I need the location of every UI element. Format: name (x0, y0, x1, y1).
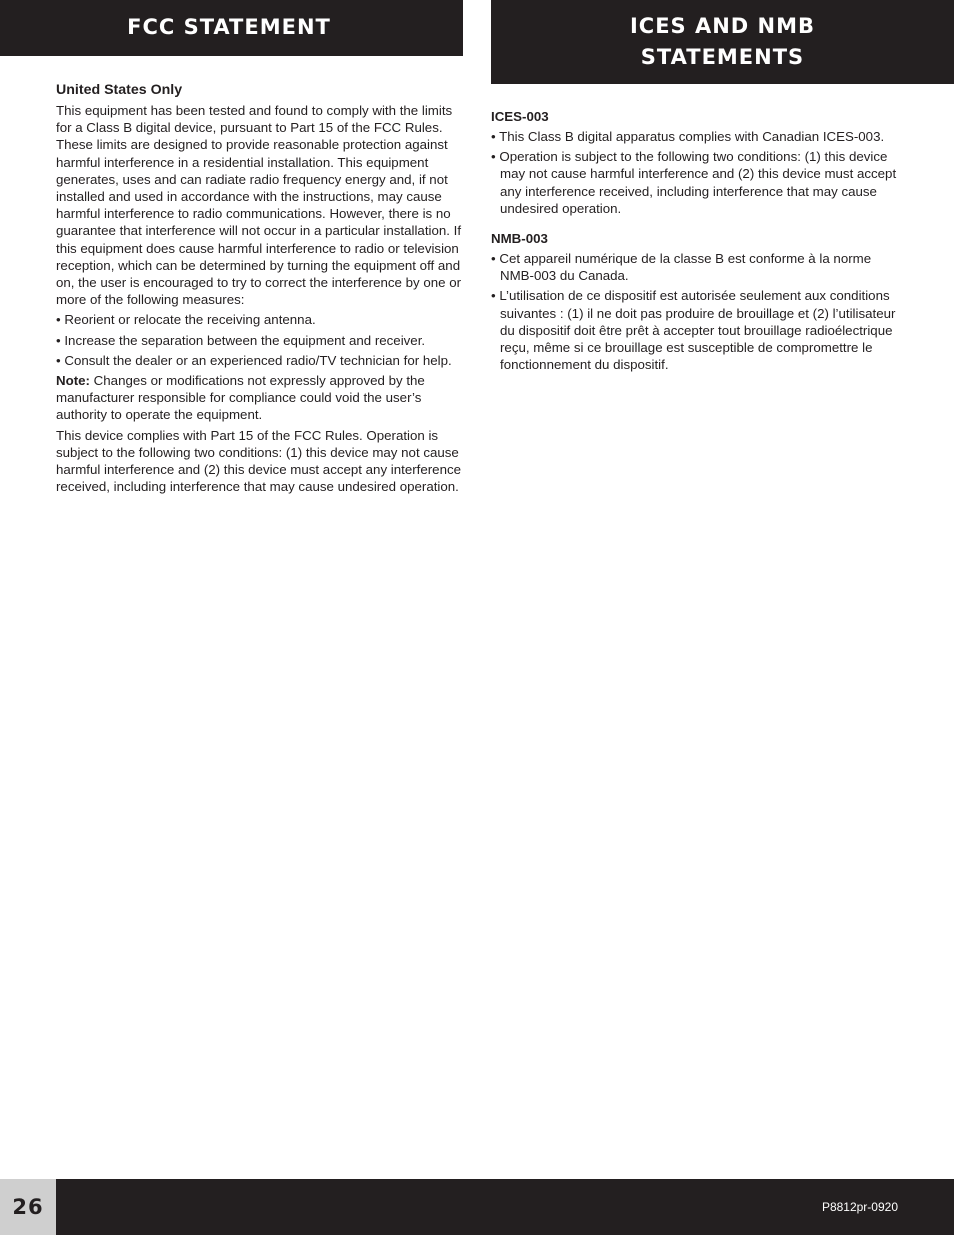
note-label: Note: (56, 373, 90, 389)
fcc-closing-paragraph: This device complies with Part 15 of the FCC Rules. Operation is subject to the following two conditions: (1) this device may not cause harmful interference and (2) this device must accept any interference received, including interference that may cause undesired operation. (56, 427, 462, 495)
ices-bullet: • Operation is subject to the following two conditions: (1) this device may not cause harmful interference and (2) this device must accept any interference received, including interference that may cause undesired operation. (491, 149, 897, 216)
fcc-bullet: • Increase the separation between the equipment and receiver. (56, 332, 426, 348)
page-number: 26 (12, 1195, 44, 1219)
ices-heading: ICES-003 (491, 109, 549, 124)
nmb-heading: NMB-003 (491, 231, 548, 247)
ices-bullet: • This Class B digital apparatus complies with Canadian ICES-003. (491, 129, 885, 144)
nmb-bullet: • Cet appareil numérique de la classe B est conforme à la norme NMB-003 du Canada. (491, 251, 872, 284)
fcc-header-bar (0, 0, 463, 56)
section-spacer (491, 220, 901, 230)
fcc-intro-paragraph: This equipment has been tested and found to comply with the limits for a Class B digital device, pursuant to Part 15 of the FCC Rules. These limits are designed to provide reasonable protection against harmful interference in a residential installation. This equipment generates, uses and can radiate radio frequency energy and, if not installed and used in accordance with the instructions, may cause harmful interference to radio communications. However, there is no guarantee that interference will not occur in a particular installation. If this equipment does cause harmful interference to radio or television reception, which can be determined by turning the equipment off and on, the user is encouraged to try to correct the interference by one or more of the following measures: (56, 103, 462, 308)
fcc-column (56, 81, 464, 498)
page-number-box (0, 1179, 56, 1235)
ices-nmb-column (491, 108, 901, 376)
ices-nmb-header-bar (491, 0, 954, 84)
note-text: Changes or modifications not expressly approved by the manufacturer responsible for compliance could void the user’s authority to operate the equipment. (56, 373, 425, 423)
fcc-bullet: • Consult the dealer or an experienced radio/TV technician for help. (56, 352, 452, 368)
us-only-heading: United States Only (56, 82, 183, 98)
footer-bar (56, 1179, 954, 1235)
nmb-bullet: • L’utilisation de ce dispositif est autorisée seulement aux conditions suivantes : (1) il ne doit pas produire de brouillage et (2) l’utilisateur du dispositif doit être prêt à accepter tout brouillage radioélectrique reçu, même si ce brouillage est susceptible de compromettre le fonctionnement du dispositif. (491, 288, 896, 373)
ices-nmb-title: ICES AND NMB STATEMENTS (629, 14, 816, 69)
fcc-note-paragraph (56, 372, 464, 424)
document-code: P8812pr-0920 (821, 1200, 898, 1214)
fcc-bullet: • Reorient or relocate the receiving antenna. (56, 312, 316, 328)
fcc-title: FCC STATEMENT (127, 15, 331, 39)
